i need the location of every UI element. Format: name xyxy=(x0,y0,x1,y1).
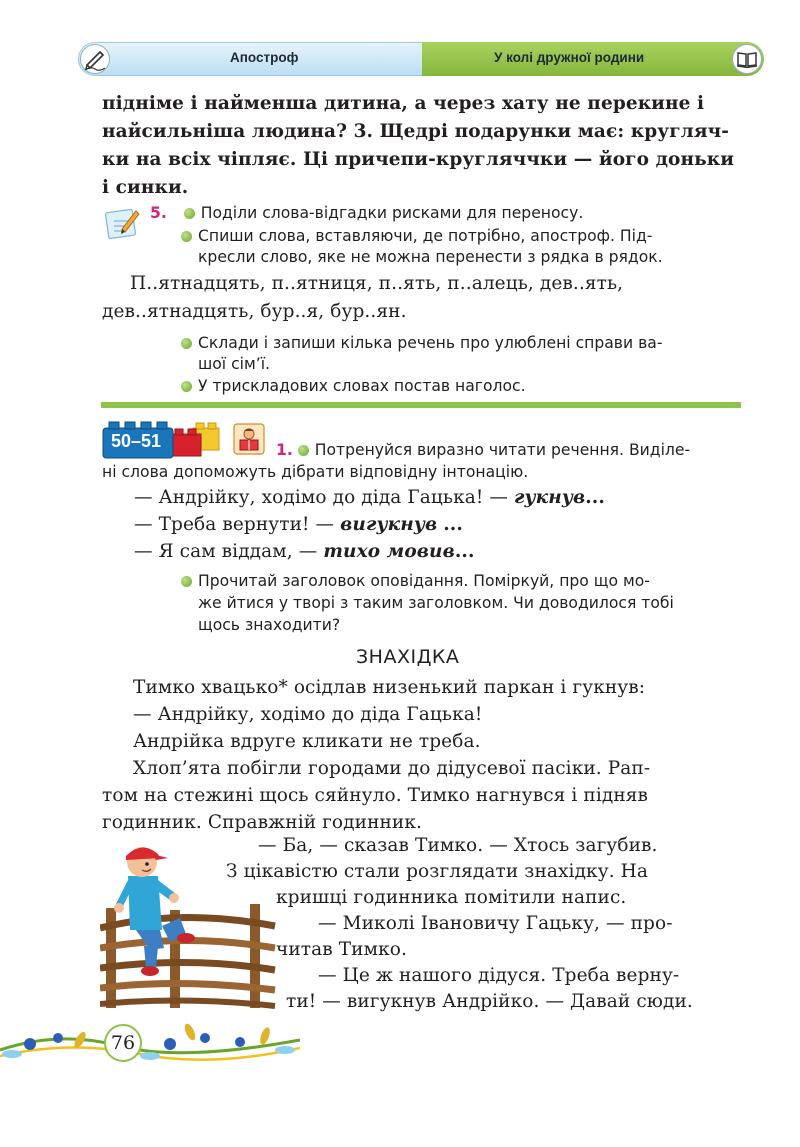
story-line-8: З цікавістю стали розглядати знахідку. На xyxy=(226,861,649,882)
intro-line-4: і синки. xyxy=(102,177,189,198)
story-title: ЗНАХІДКА xyxy=(356,646,460,668)
story-line-4: Хлоп’ята побігли городами до дідусевої пасіки. Рап- xyxy=(133,758,651,779)
header-left-title: Апостроф xyxy=(230,50,299,65)
story-line-1: Тимко хвацько* осідлав низенький паркан і гукнув: xyxy=(133,677,646,698)
pen-icon xyxy=(80,44,110,74)
example-2: — Треба вернути! — вигукнув ... xyxy=(134,514,463,535)
bullet-dot-icon xyxy=(181,576,192,587)
read-task-line-1: Прочитай заголовок оповідання. Поміркуй, про що мо- xyxy=(181,571,650,592)
example-1: — Андрійку, ходімо до діда Гацька! — гукнув... xyxy=(134,487,605,508)
lesson-number: 50–51 xyxy=(111,431,162,451)
lesson-badge xyxy=(101,414,229,460)
writing-task-icon xyxy=(104,205,142,241)
read-task-line-2: же йтися у творі з таким заголовком. Чи доводилося тобі xyxy=(198,594,674,612)
page-number: 76 xyxy=(104,1024,142,1062)
flower-border-decoration xyxy=(0,1010,300,1070)
task5-extra-1: Склади і запиши кілька речень про улюблені справи ва- xyxy=(181,333,662,354)
bullet-dot-icon xyxy=(181,381,192,392)
task1-number: 1. xyxy=(276,441,293,459)
reading-task-icon xyxy=(232,422,266,456)
section-divider xyxy=(101,402,741,408)
task1-line-1: 1. Потренуйся виразно читати речення. Виділе- xyxy=(276,441,691,459)
story-line-7: — Ба, — сказав Тимко. — Хтось загубив. xyxy=(258,835,658,856)
story-line-6: годинник. Справжній годинник. xyxy=(102,812,423,833)
page-header xyxy=(78,42,764,76)
task5-bullet-1: 5. Поділи слова-відгадки рисками для переносу. xyxy=(150,204,584,222)
story-line-13: ти! — вигукнув Андрійко. — Давай сюди. xyxy=(286,991,693,1012)
bullet-dot-icon xyxy=(298,445,309,456)
boy-on-fence-illustration xyxy=(100,838,280,1010)
bullet-dot-icon xyxy=(181,231,192,242)
bullet-dot-icon xyxy=(181,338,192,349)
example-3: — Я сам віддам, — тихо мовив... xyxy=(134,541,475,562)
bullet-dot-icon xyxy=(184,208,195,219)
book-icon xyxy=(732,44,762,74)
intro-line-1: підніме і найменша дитина, а через хату не перекине і xyxy=(102,93,705,114)
story-line-9: кришці годинника помітили напис. xyxy=(276,887,627,908)
intro-line-3: ки на всіх чіпляє. Ці причепи-кругляччки — його доньки xyxy=(102,149,735,170)
story-line-5: том на стежині щось сяйнуло. Тимко нагнувся і підняв xyxy=(102,785,649,806)
story-line-2: — Андрійку, ходімо до діда Гацька! xyxy=(133,704,483,725)
task1-line-2: ні слова допоможуть дібрати відповідну інтонацію. xyxy=(102,463,529,481)
task5-words-line-1: П..ятнадцять, п..ятниця, п..ять, п..алець, дев..ять, xyxy=(130,273,624,294)
header-right-title: У колі дружної родини xyxy=(494,50,645,65)
story-line-12: — Це ж нашого дідуся. Треба верну- xyxy=(318,965,680,986)
read-task-line-3: щось знаходити? xyxy=(198,616,341,634)
task5-bullet-2-cont: кресли слово, яке не можна перенести з рядка в рядок. xyxy=(198,248,663,266)
intro-line-2: найсильніша людина? 3. Щедрі подарунки має: кругляч- xyxy=(102,121,730,142)
story-line-3: Андрійка вдруге кликати не треба. xyxy=(133,731,481,752)
task5-extra-1-cont: шої сім’ї. xyxy=(198,355,271,373)
task5-words-line-2: дев..ятнадцять, бур..я, бур..ян. xyxy=(102,301,407,322)
story-line-11: читав Тимко. xyxy=(276,939,407,960)
story-line-10: — Миколі Івановичу Гацьку, — про- xyxy=(318,913,673,934)
task5-number: 5. xyxy=(150,204,167,222)
task5-extra-2: У трискладових словах постав наголос. xyxy=(181,376,526,397)
task5-bullet-2: Спиши слова, вставляючи, де потрібно, апостроф. Під- xyxy=(181,226,652,247)
